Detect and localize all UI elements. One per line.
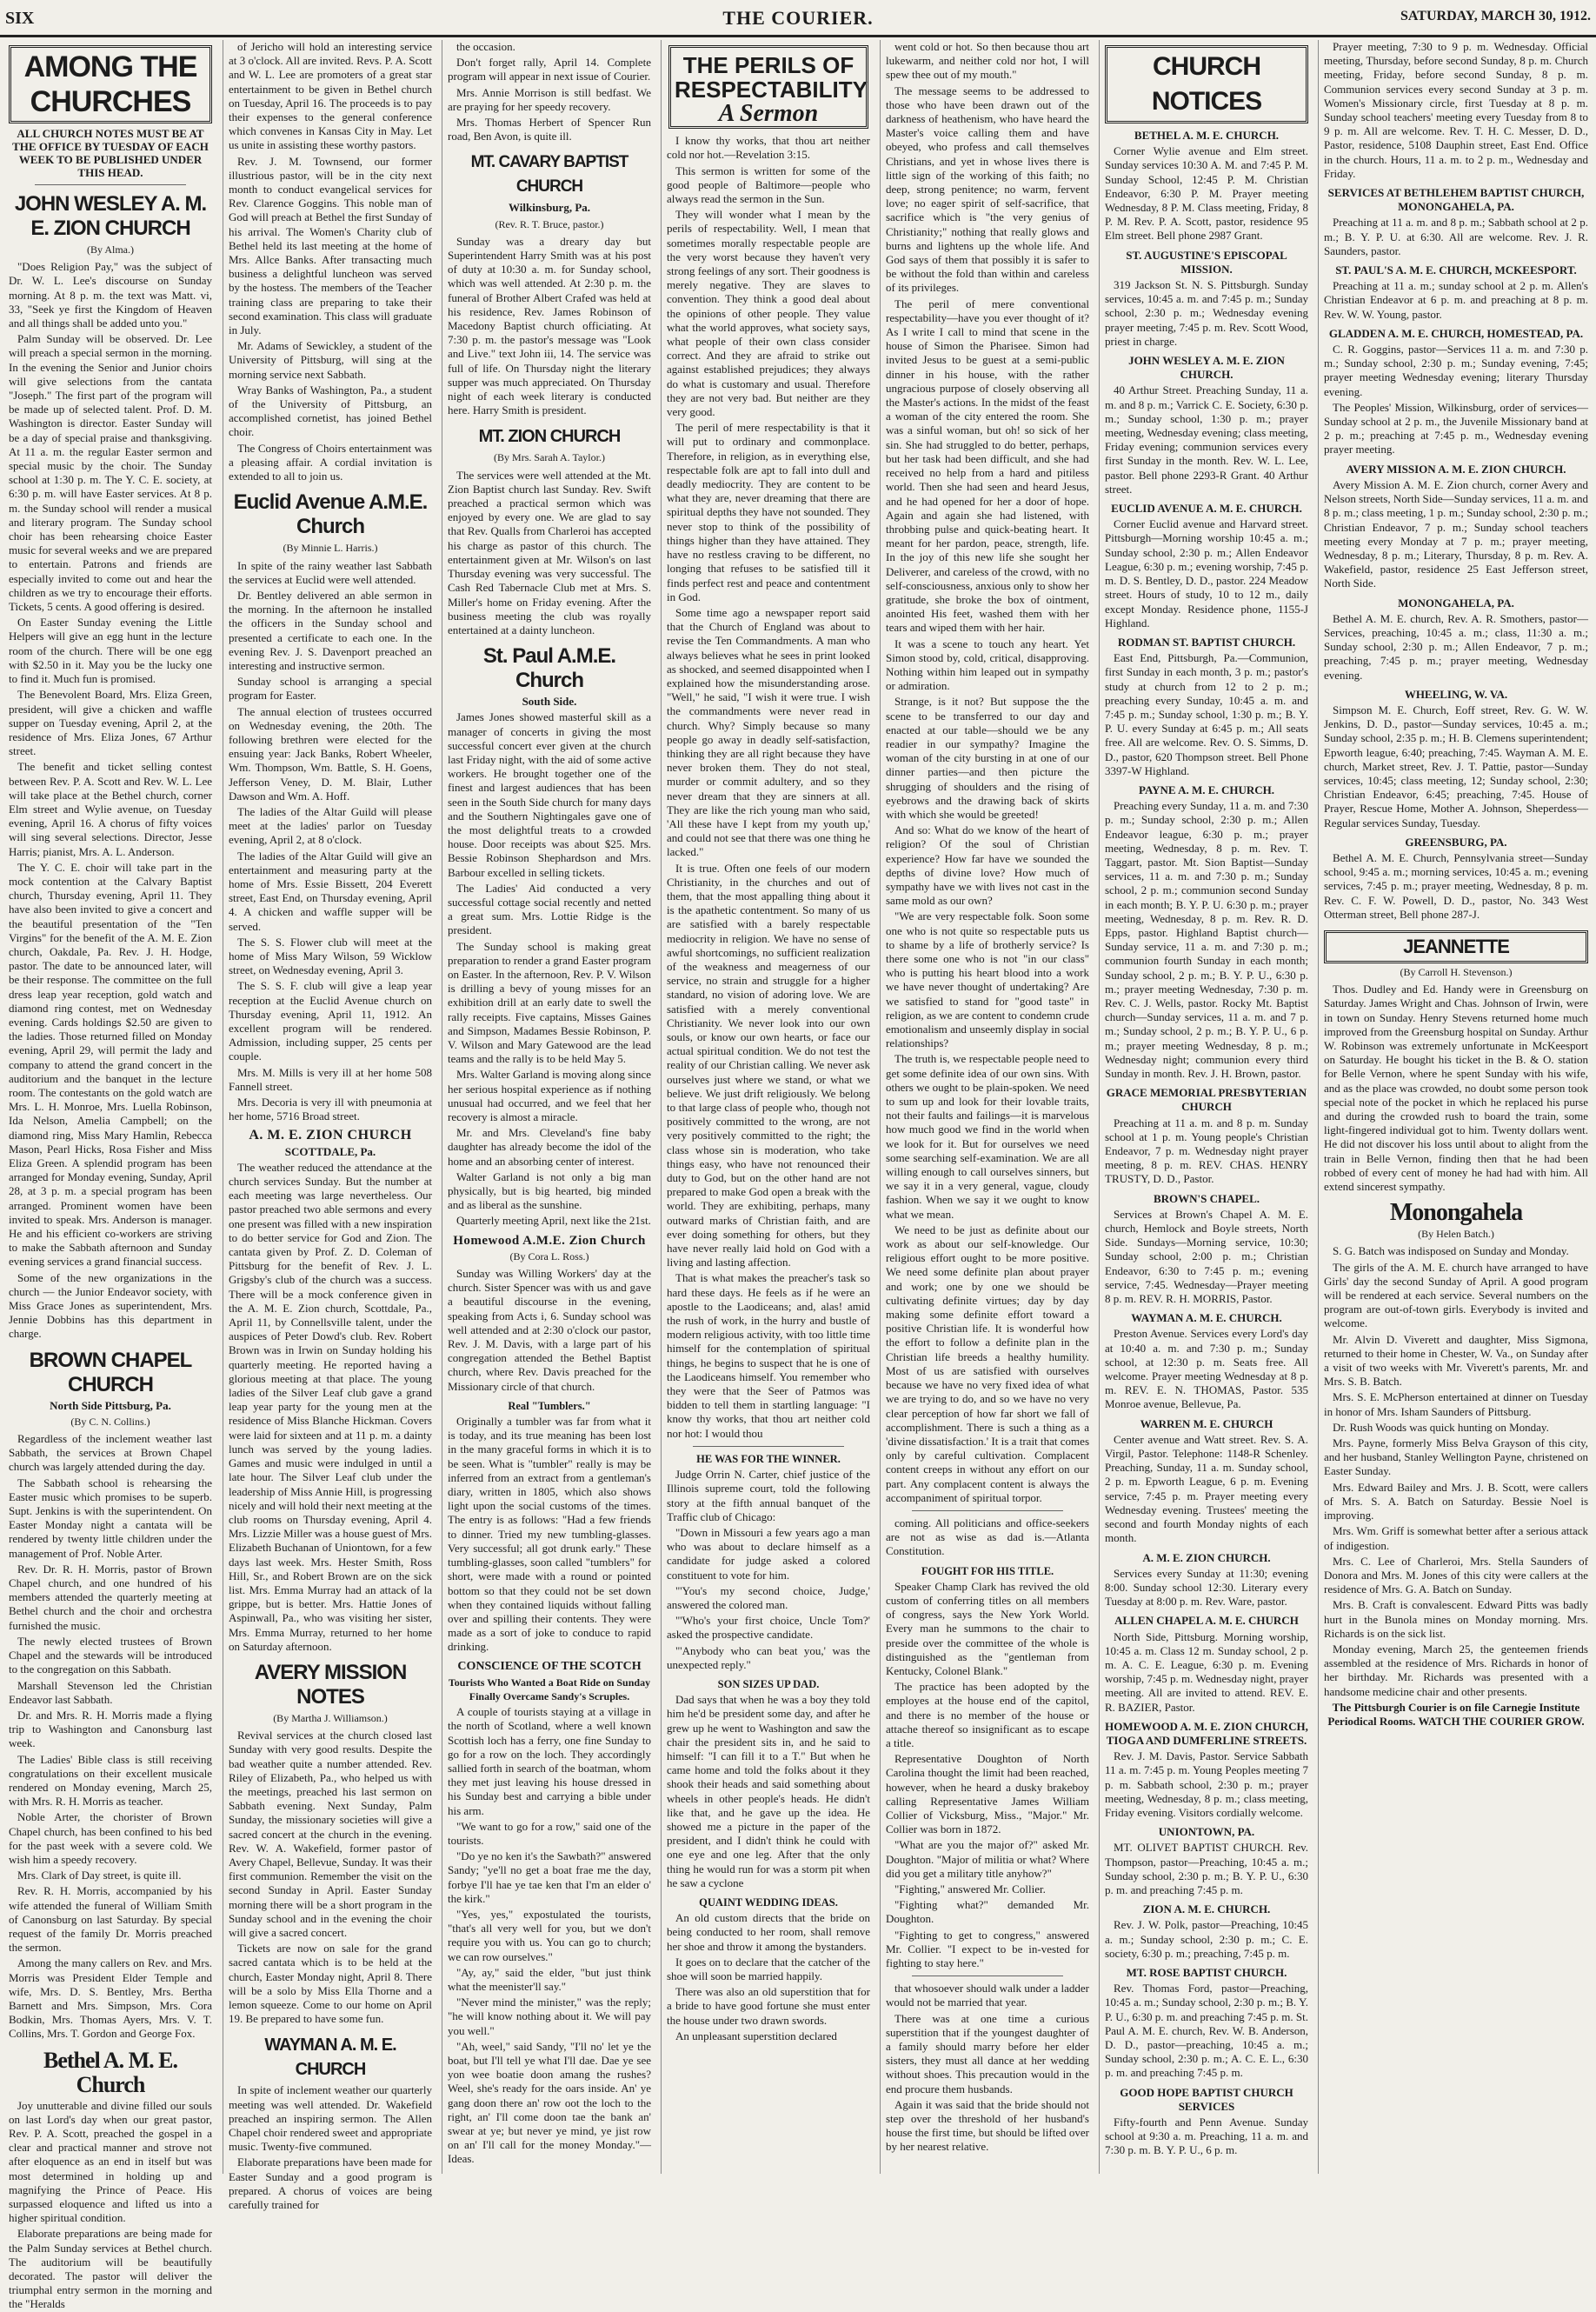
notice-text: Corner Wylie avenue and Elm street. Sunday services 10:30 A. M. and 7:45 P. M. Sunday School, 12:45 P. M. Christian Endeavor, 6:30 P. M. Prayer meeting Wednesday, 8 P. M. Class meeting, Friday, 8 P. M. Rev. P. A. Scott, pastor, residence 95 Elm street. Bell phone 2987 Grant. <box>1105 144 1308 243</box>
paragraph: Rev. R. H. Morris, accompanied by his wife attended the funeral of William Smith of Canonsburg on last Saturday. By special request of the family Dr. Morris preached the sermon. <box>9 1884 212 1955</box>
article-body <box>448 1705 651 2167</box>
paragraph: The peril of mere respectability is that it will put to ordinary and commonplace. Therefore, in religion, as in everything else, respectable folk are apt to fall into dull and deadly mediocrity. They are content to be what they are, never dreaming that there are spiritual depths they have not sounded. They never stop to think of the possibility of things higher than they have attained. They have no restless craving to be different, no longing that refuses to be satisfied till it finds perfect rest and peace and contentment in God. <box>667 421 870 603</box>
paragraph: "Yes, yes," expostulated the tourists, "that's all very well for you, but we don't require you with us. You can go to church; we can row ourselves." <box>448 1907 651 1963</box>
notice-text: Fifty-fourth and Penn Avenue. Sunday school at 9:30 a. m. Preaching, 11 a. m. and 7:30 p. m. B. Y. P. U., 6 p. m. <box>1105 2115 1308 2157</box>
paragraph: Elaborate preparations are being made for the Palm Sunday services at Bethel church. The auditorium will be beautifully decorated. The pastor will deliver the triumphal entry sermon in the morning and the "Heralds <box>9 2227 212 2311</box>
article-body <box>448 469 651 637</box>
paragraph: The services were well attended at the Mt. Zion Baptist church last Sunday. Rev. Swift preached a practical sermon which was enjoyed by every one. We are glad to say that Rev. Qualls from Charleroi has accepted his charge as pastor of this church. The entertainment given at Mr. Wilson's on last Thursday evening was very successful. The Cash Red Tabernacle Club met at Mrs. S. Miller's home on Friday evening. After the business meeting the club was royally entertained at a dainty luncheon. <box>448 468 651 636</box>
column-4 <box>661 40 875 2174</box>
notice-text: Rev. Thomas Ford, pastor—Preaching, 10:45 a. m.; Sunday school, 2:30 p. m.; B. Y. P. U., 6:30 p. m. and preaching 7:45 p. m. St. Paul A. M. E. church, Rev. W. B. Anderson, D. D., pastor—preaching, 10:45 a. m.; Sunday school, 2:30 p. m.; A. C. E. L., 6:30 p. m. and preaching 7:45 p. m. <box>1105 1982 1308 2080</box>
paragraph: It is true. Often one feels of our modern Christianity, in the churches and out of them, that the most appalling thing about it is the apathetic contentment. So many of us are satisfied with a barely respectable mediocrity in religion. We have no sense of awful shortcomings, no sufficient realization of the weakness and meagerness of our service, no strain and struggle for a higher standard, no vision of adoring love. We are satisfied with a merely conventional Christianity. We never look into our own souls, or know our own hearts, or face our actual spiritual condition. We do not test the reality of our Christian calling. We never ask ourselves just where we stand, or what we believe. We just drift religiously. We belong to that large class of people who, though not positively committed to the wrong, are not very positively committed to the right; the class whose sin is moderation, who take things easy, who have not renounced their duty to God, but on the other hand are not prepared to make God open a break with the world. They are exhibiting, perhaps, many outward marks of Christian faith, and are ever doing something for others, but they have never really laid hold on God with a living and lasting affection. <box>667 861 870 1269</box>
notice-text: 40 Arthur Street. Preaching Sunday, 11 a. m. and 8 p. m.; Varrick C. E. Society, 6:30 p. m.; Sunday school, 1:30 p. m.; prayer meeting, Wednesday evening; class meeting, Friday evening; communion services every first Sunday in the month. Rev. W. L. Lee, pastor. Bell phone 2293-R Grant. 40 Arthur street. <box>1105 383 1308 496</box>
paragraph: Thos. Dudley and Ed. Handy were in Greensburg on Saturday. James Wright and Chas. Johnson of Irwin, were in town on Sunday. Henry Stevens returned home much improved from the Greensburg hospital on Sunday. Arthur W. Robinson was extremely unfortunate in McKeesport on Saturday. He bought his ticket in the B. & O. station for Belle Vernon, where he spent Sunday with his wife, and as the place was crowded, no doubt some person took special note of the pocket in which he replaced his purse and during the crowded rush to board the train, some light-fingered individual got to him. Twenty dollars went. He did not discover his loss until about to alight from the train in Belle Vernon, finding then that he had been robbed of every cent of money he had had with him. All extend sincerest sympathy. <box>1324 983 1588 1194</box>
notice-text: Corner Euclid avenue and Harvard street. Pittsburgh—Morning worship 10:45 a. m.; Sunday school, 2:30 p. m.; Allen Endeavor League, 6:30 p. m.; evening worship, 7:45 p. m. D. S. Bentley, D. D., pastor. 224 Meadow street. Hours of study, 10 to 12 m., daily except Monday. Residence phone, 1155-J Highland. <box>1105 517 1308 630</box>
paragraph: "Ah, weel," said Sandy, "I'll no' let ye the boat, but I'll tell ye what I'll dae. Dae ye see yon wee boatie doon amang the rushes? Weel, she's ready for the oars inside. An' ye gang doon there an' row oot the loch to the right, an' I'll come doon tae the bank an' swear at ye; but never ye mind, ye jist row on an' I'll call for the money Monday."—Ideas. <box>448 2039 651 2166</box>
paragraph: The newly elected trustees of Brown Chapel and the stewards will be introduced to the congregation on this Sabbath. <box>9 1634 212 1676</box>
article-title: HE WAS FOR THE WINNER. <box>696 1452 841 1465</box>
paragraph: I know thy works, that thou art neither cold nor hot.—Revelation 3:15. <box>667 134 870 162</box>
paragraph: The ladies of the Altar Guild will please meet at the ladies' parlor on Tuesday evening, April 2, at 8 o'clock. <box>229 804 432 847</box>
paragraph: Mrs. Thomas Herbert of Spencer Run road, Ben Avon, is quite ill. <box>448 116 651 143</box>
sermon-header <box>668 45 868 129</box>
paragraph: Walter Garland is not only a big man physically, but is big hearted, big minded and as liberal as the sunshine. <box>448 1169 651 1212</box>
article-tail: coming. All politicians and office-seekers are not as wise as dad is.—Atlanta Constitution. <box>886 1516 1089 1558</box>
notice-heading: ST. PAUL'S A. M. E. CHURCH, MCKEESPORT. <box>1335 263 1577 277</box>
byline: (By Mrs. Sarah A. Taylor.) <box>494 451 605 464</box>
paragraph: Mrs. S. E. McPherson entertained at dinner on Tuesday in honor of Mrs. Isham Saunders of Pittsburg. <box>1324 1390 1588 1418</box>
article-body <box>667 134 870 1441</box>
byline: (By Helen Batch.) <box>1418 1228 1494 1241</box>
article-subtitle: Tourists Who Wanted a Boat Ride on Sunday Finally Overcame Sandy's Scruples. <box>448 1676 651 1702</box>
paragraph: Elaborate preparations have been made for Easter Sunday and a good program is prepared. A chorus of voices are being carefully trained for <box>229 2155 432 2212</box>
paragraph: Mr. Adams of Sewickley, a student of the University of Pittsburg, will sing at the morning service next Sabbath. <box>229 339 432 381</box>
notice-heading: ST. AUGUSTINE'S EPISCOPAL MISSION. <box>1126 248 1287 276</box>
article-title: FOUGHT FOR HIS TITLE. <box>921 1564 1054 1577</box>
notice-text: Rev. J. M. Davis, Pastor. Service Sabbath 11 a. m. 7:45 p. m. Young Peoples meeting 7 p. m. Sabbath school, 2:30 p. m.; prayer meeting, Wednesday, 8 p. m.; class meeting, Friday evening. Visitors cordially welcome. <box>1105 1749 1308 1819</box>
article-body <box>886 1580 1089 1970</box>
paragraph: "Does Religion Pay," was the subject of Dr. W. L. Lee's discourse on Sunday morning. At 8 p. m. the text was Matt. vi, 33, "Seek ye first the Kingdom of Heaven and all things shall be added unto you." <box>9 260 212 330</box>
paragraph: Monday evening, March 25, the genteemen friends assembled at the residence of Mrs. Richards in honor of her birthday. Mr. Richards was presented with a handsome medicine chair and other presents. <box>1324 1642 1588 1698</box>
notice-text: Simpson M. E. Church, Eoff street, Rev. G. W. W. Jenkins, D. D., pastor—Sunday services, 10:45 a. m.; Sunday school, 2:35 p. m.; H. B. Clemens superintendent; Epworth league, 6:40; preaching, 7:45. Wayman A. M. E. church, Market street, Rev. J. T. Pattie, pastor—Sunday services, 10:45; class meeting, 12; Sunday school, 2:30; Christian Endeavor, 6:45; preaching, 7:45. House of Prayer, Rescue Home, Mother A. Johnson, Sheperdess—Regular services Sunday, Tuesday. <box>1324 703 1588 830</box>
article-body <box>667 1468 870 1672</box>
notice-text: Preaching at 11 a. m.; sunday school at 2 p. m. Allen's Christian Endeavor at 6 p. m. and preaching at 8 p. m. Rev. W. W. Young, pastor. <box>1324 279 1588 321</box>
article-body <box>448 1267 651 1394</box>
paragraph: The truth is, we respectable people need to get some definite idea of our own sins. With others we ought to be plain-spoken. We need to sum up and look for their lovable traits, not their faults and failings—it is marvelous how much good we find in the world when we look for it. But for ourselves we need some searching self-examination. We are all willing enough to call ourselves sinners, but we say it in a very general, vague, cloudy fashion. When we say it we ought to know what we mean. <box>886 1052 1089 1221</box>
paragraph: Mrs. C. Lee of Charleroi, Mrs. Stella Saunders of Donora and Mrs. M. Jones of this city were callers at the residence of Mrs. G. A. Batch on Sunday. <box>1324 1554 1588 1596</box>
article-title: SON SIZES UP DAD. <box>717 1677 820 1690</box>
article-title: JOHN WESLEY A. M. E. ZION CHURCH <box>14 192 207 240</box>
paragraph: The Sabbath school is rehearsing the Easter music which promises to be superb. Supt. Jenkins is with the superintendent. On Easter Monday night a cantata will be rendered by twenty little children under the management of Prof. Noble Arter. <box>9 1476 212 1560</box>
paragraph: Tickets are now on sale for the grand sacred cantata which is to be held at the church, Easter Monday night, April 8. There will be a solo by Miss Ella Thorne and a lemon squeeze. Come to our home on April 19. Be prepared to have some fun. <box>229 1942 432 2026</box>
paragraph: On Easter Sunday evening the Little Helpers will give an egg hunt in the lecture room of the church. There will be one egg with $2.50 in it. May you be the lucky one to find it. Much fun is promised. <box>9 616 212 686</box>
column-3 <box>442 40 656 2174</box>
article-body <box>1324 1244 1588 1698</box>
notice-heading: MT. ROSE BAPTIST CHURCH. <box>1126 1965 1287 1979</box>
column-7 <box>1318 40 1593 2174</box>
paragraph: Mrs. Walter Garland is moving along since her serious hospital experience as if nothing unusual had occurred, and we feel that her recovery is almost a miracle. <box>448 1068 651 1123</box>
paragraph: Mrs. Wm. Griff is somewhat better after a serious attack of indigestion. <box>1324 1524 1588 1552</box>
paragraph: Representative Doughton of North Carolina thought the limit had been reached, however, when he heard a dusky brakeboy calling Representative James William Collier of Vicksburg, Miss., "Major." Mr. Collier was born in 1872. <box>886 1752 1089 1836</box>
paragraph: Mrs. Payne, formerly Miss Belva Grayson of this city, and her husband, Stanley Wellington Payne, christened on Easter Sunday. <box>1324 1436 1588 1478</box>
notice-text: North Side, Pittsburg. Morning worship, 10:45 a. m. Class 12 m. Sunday school, 2 p. m. A. C. E. League, 6:30 p. m. Evening worship, 7:45 p. m. Wednesday night, prayer meeting. All are invited to attend. REV. E. R. BAZIER, Pastor. <box>1105 1629 1308 1714</box>
paragraph: The message seems to be addressed to those who have been drawn out of the darkness of heathenism, who have heard the Master's voice calling them and have obeyed, who profess and call themselves Christians, and yet in whose lives there is little sign of the working of this faith; no deep, strong penitence; no warm, fervent love; no eager spirit of self-sacrifice, that sacrifice which is "the very genius of Christianity;" nothing that really glows and burns and lightens up the whole life. And God says of them that possibly it is safer to be without the fold than within and careless of its privileges. <box>886 83 1089 295</box>
paragraph: "Fighting to get to congress," answered Mr. Collier. "I expect to be in-vested for fighting to stay here." <box>886 1928 1089 1970</box>
paragraph: Mrs. Clark of Day street, is quite ill. <box>17 1869 182 1882</box>
article-title: AVERY MISSION NOTES <box>254 1660 407 1709</box>
paragraph: Don't forget rally, April 14. Complete program will appear in next issue of Courier. <box>448 56 651 83</box>
notice-heading: WHEELING, W. VA. <box>1404 687 1508 701</box>
paragraph: Sunday was a dreary day but Superintendent Harry Smith was at his post of duty at 10:30 a. m. for Sunday school, which was well attended. At 2:30 p. m. the funeral of Brother Albert Crafed was held at his residence, Rev. James Robinson of Macedony Baptist church officiating. At 7:30 p. m. the pastor's message was "Look and Live." text John iii, 14. The service was full of life. On Thursday night the literary supper was much appreciated. On Thursday night of each week literary is conducted here. Harry Smith is president. <box>448 234 651 417</box>
paragraph: Revival services at the church closed last Sunday with very good results. Despite the bad weather quite a number attended. Rev. Riley of Elizabeth, Pa., who helped us with the meetings, preached his last sermon on Sabbath evening. Next Sunday, Palm Sunday, the missionary societies will give a sacred concert at the church in the evening. Rev. W. A. Wakefield, former pastor of Avery Chapel, Bellevue, Sunday. It was their first communion. Remember the visit on the second Sunday in April. Easter Sunday morning there will be a short program in the Sunday school and in the evening the choir will give a sacred concert. <box>229 1729 432 1939</box>
article-title: Monongahela <box>1389 1199 1523 1227</box>
article-title: MT. CAVARY BAPTIST CHURCH <box>470 153 628 197</box>
byline: (By Minnie L. Harris.) <box>283 542 378 555</box>
paragraph: The annual election of trustees occurred on Wednesday evening, the 20th. The following brethren were elected for the ensuing year: Jack Banks, Robert Wheeler, Wm. Thompson, Wm. Battle, S. H. Goens, Jefferson Veney, D. M. Blair, Luther Dawson and Wm. A. Hoff. <box>229 704 432 803</box>
paragraph: Palm Sunday will be observed. Dr. Lee will preach a special sermon in the morning. In the evening the Senior and Junior choirs will give selections from the cantata "Joseph." The first part of the program will be made up of selected talent. Prof. D. M. Washington is director. Easter Sunday will be a day of special praise and thanksgiving. At 11 a. m. the regular Easter sermon and special music by the choir. The Sunday school at 1:30 p. m. The Y. C. E. society, at 6:30 p. m. will have Easter services. At 8 p. m. the Sunday school will render a musical and literary program. The Sunday school choir has been rehearsing choice Easter music for several weeks and we are prepared to entertain. Patrons and friends are especially invited to come out and hear the children as we try to encourage their efforts. Tickets, 5 cents. A good offering is desired. <box>9 332 212 614</box>
paragraph: Mr. and Mrs. Cleveland's fine baby daughter has already become the idol of the home and an absorbing center of interest. <box>448 1126 651 1168</box>
notice-heading: RODMAN ST. BAPTIST CHURCH. <box>1117 635 1296 649</box>
paragraph: The Y. C. E. choir will take part in the mock contention at the Calvary Baptist church, Thursday evening, April 11. They have also been invited to give a concert and the beautiful presentation of the "Ten Virgins" for the benefit of the A. M. E. Zion church, Oakdale, Pa. Rev. J. H. Hodge, pastor. The date to be announced later, will be their response. The committee on the full dress leap year reception, gold watch and diamond ring contest, met on Wednesday evening. Cards holdings $2.50 are given to the ladies. Those returned filled on Monday evening, April 29, will permit the lady and company to attend the grand concert in the auditorium and the banquet in the lecture room. The contestants on the gold watch are Mrs. L. H. Monroe, Mrs. Luella Robinson, Ida Nelson, Amelia Campbell; on the diamond ring, Miss Mary Hamlin, Rebecca Mason, Pearl Hicks, Rosa Fisher and Miss Eliza Green. A splendid program has been arranged for Monday evening, Sunday, April 28, at 3 p. m. a special program has been arranged. Prominent women have been invited to speak. Mrs. Anderson is manager. He and his efficient co-workers are striving to make the Sabbath afternoon and Sunday evening services a grand financial success. <box>9 860 212 1269</box>
paragraph: Mrs. Annie Morrison is still bedfast. We are praying for her speedy recovery. <box>448 85 651 113</box>
paragraph: Noble Arter, the chorister of Brown Chapel church, has been confined to his bed for the past week with a severe cold. We wish him a speedy recovery. <box>9 1810 212 1866</box>
article-body <box>229 1161 432 1654</box>
paragraph: Wray Banks of Washington, Pa., a student of the University of Pittsburg, an accomplished cornetist, has joined Bethel choir. <box>229 383 432 439</box>
paragraph: And so: What do we know of the heart of religion? Of the soul of Christian experience? How far have we sounded the depths of divine love? How much of sympathy have we with lives not cast in the same mold as our own? <box>886 823 1089 908</box>
paragraph: Joy unutterable and divine filled our souls on last Lord's day when our great pastor, Rev. P. A. Scott, preached the gospel in a clear and practical manner and strove not after eloquence as an end in itself but was most determined in holding up and magnifying the Prince of Peace. His surpassed eloquence and lifted us into a higher spiritual condition. <box>9 2098 212 2225</box>
paragraph: They will wonder what I mean by the perils of respectability. Well, I mean that sometimes morally respectable people are the very worst because they haven't very strong feelings of any sort. Their goodness is merely negative. They are slaves to convention. They think a good deal about the opinions of other people. They value what the world approves, what society says, what people of their own class consider correct. And they are afraid to strike out against established prejudices; they always do what is customary and usual. Therefore they are not very bad. But neither are they very good. <box>667 208 870 419</box>
byline: (By C. N. Collins.) <box>70 1415 150 1428</box>
paragraph: The weather reduced the attendance at the church services Sunday. But the number at each meeting was large nevertheless. Our pastor preached two able sermons and every one present was filled with a new inspiration to do better service for God and Zion. The cantata given by Prof. Z. D. Coleman of Pittsburg for the benefit of Rev. J. L. Grigsby's club of the church was a success. There will be a mock conference given in the A. M. E. Zion church, Scottdale, Pa., April 11, by Connellsville talent, under the auspices of Peter Dowd's club. Rev. Robert Brown was in Irwin on Sunday holding his quarterly meeting. He reported having a glorious meeting at that place. The young ladies of the Silver Leaf club gave a grand leap year party for the young men at the residence of Miss Blanche Hickman. Covers were laid for sixteen and at 11 p. m. a dainty lunch was served by the young ladies. Games and music were indulged in until a late hour. The Silver Leaf club under the leadership of Miss Annie Hill, is progressing nicely and will hold their next meeting at the club rooms on Thursday evening, April 4. Mrs. Lizzie Miller was a house guest of Mrs. Elizabeth Buchanan of Uniontown, for a few days last week. Mrs. Hester Smith, Ross Hill, Sr., and Robert Brown are on the sick list. Mrs. Emma Murray had an attack of la grippe, but is better. Mrs. Hattie Jones of Aspinwall, Pa., who was visiting her sister, Mrs. Emma Murray, returned to her home on Saturday afternoon. <box>229 1160 432 1653</box>
paragraph: There was also an old superstition that for a bride to have good fortune she must enter the house under two drawn swords. <box>667 1985 870 2027</box>
column-2 <box>223 40 437 2212</box>
paragraph: Judge Orrin N. Carter, chief justice of the Illinois supreme court, told the following story at the fifth annual banquet of the Traffic club of Chicago: <box>667 1468 870 1523</box>
paragraph: A couple of tourists staying at a village in the north of Scotland, where a well known Scottish loch has a ferry, one fine Sunday to go for a row on the loch. They accordingly sallied forth in search of the boatman, whom they met just leaving his house dressed in his Sunday best and carrying a bible under his arm. <box>448 1705 651 1817</box>
paragraph: That is what makes the preacher's task so hard these days. He feels as if he were an apostle to the Laodiceans; and, alas! amid the rush of work, in the hurry and bustle of modern religious activity, with too little time himself for the contemplation of spiritual things, he begins to suspect that he is one of the Laodiceans himself. You remember who they were that the Seer of Patmos was bidden to tell them in startling language: "I know thy works, that thou art neither cold nor hot: I would thou <box>667 1271 870 1440</box>
article-subtitle: North Side Pittsburg, Pa. <box>50 1398 171 1412</box>
paragraph: "We want to go for a row," said one of the tourists. <box>448 1819 651 1847</box>
notice-heading: EUCLID AVENUE A. M. E. CHURCH. <box>1111 502 1302 516</box>
notice-heading: GRACE MEMORIAL PRESBYTERIAN CHURCH <box>1106 1086 1307 1114</box>
notice-text: Rev. J. W. Polk, pastor—Preaching, 10:45 a. m.; Sunday school, 2:30 p. m.; C. E. society, 6:30 p. m.; preaching, 7:45 p. m. <box>1105 1918 1308 1960</box>
notice-text: East End, Pittsburgh, Pa.—Communion, first Sunday in each month, 3 p. m.; pastor's study at church from 12 to 2 p. m.; preaching every Sunday, 10:45 a. m. and 7:45 p. m.; Sunday school, 1:30 p. m.; B. Y. P. U. every Sunday at 6:45 p. m.; All seats free. All are welcome. Rev. O. S. Simms, D. D., pastor, 620 Thompson street. Bell Phone 3397-W Highland. <box>1105 651 1308 777</box>
notice-heading: GLADDEN A. M. E. CHURCH, HOMESTEAD, PA. <box>1328 326 1584 340</box>
notice-text: Services at Brown's Chapel A. M. E. church, Hemlock and Boyle streets, North Side. Sundays—Morning service, 10:30; Sunday school, 2:00 p. m.; Christian Endeavor, 6:30 to 7:45 p. m.; evening service, 7:45. Wednesday—Prayer meeting 8 p. m. REV. R. H. MORRIS, Pastor. <box>1105 1207 1308 1306</box>
notice-heading: BETHEL A. M. E. CHURCH. <box>1134 129 1280 142</box>
paragraph: Mrs. M. Mills is very ill at her home 508 Fannell street. <box>229 1065 432 1093</box>
notice-text: Prayer meeting, 7:30 to 9 p. m. Wednesday. Official meeting, Thursday, before second Sunday, 8 p. m. Church meeting, Friday, before second Sunday, 8 p. m. Communion services every second Sunday at 3 p. m. Women's Missionary circle, first Tuesday at 8 p. m. Sunday school teachers' meeting every Tuesday from 8 to 9 p. m. All are welcome. Rev. T. H. C. Messer, D. D., Pastor, residence, 5108 Dauphin street, East End. Office in the church. Hours, 11 a. m. to 2 p. m., Wednesday and Friday. <box>1324 40 1588 180</box>
article-body <box>9 2099 212 2312</box>
article-title: WAYMAN A. M. E. CHURCH <box>264 2035 396 2080</box>
notice-text: Preaching at 11 a. m. and 8 p. m. Sunday school at 1 p. m. Young people's Christian Endeavor, 7 p. m. Wednesday night prayer meeting, 8 p. m. REV. CHAS. HENRY TRUSTY, D. D., Pastor. <box>1105 1116 1308 1186</box>
church-notice-list <box>1324 40 1588 922</box>
paragraph: Strange, is it not? But suppose the the scene to be transferred to our day and enacted at our table—should we be any readier in our sympathy? Imagine the woman of the city bursting in at one of our dinner parties—and then picture the shrugging of shoulders and the rising of eyebrows and the drawing back of skirts with which she would be greeted! <box>886 695 1089 821</box>
paragraph: "Fighting," answered Mr. Collier. <box>894 1882 1046 1896</box>
notice-heading: ZION A. M. E. CHURCH. <box>1142 1902 1271 1916</box>
article-title: Bethel A. M. E. Church <box>43 2047 177 2097</box>
paragraph: Among the many callers on Rev. and Mrs. Morris was President Elder Temple and wife, Mrs. D. S. Bentley, Mrs. Bertha Barnett and Mrs. Simpson, Mrs. Cora Bodkin, Mrs. Thomas Ayers, Mrs. V. T. Collins, Mrs. T. Gordon and George Fox. <box>9 1956 212 2041</box>
notice-text: The Peoples' Mission, Wilkinsburg, order of services—Sunday school at 2 p. m., the Juvenile Missionary band at 2 p. m.; preaching at 7:45 p. m., Wednesday evening prayer meeting. <box>1324 400 1588 456</box>
article-subtitle: SCOTTDALE, Pa. <box>284 1144 376 1158</box>
paragraph: went cold or hot. So then because thou art lukewarm, and neither cold nor hot, I will spew thee out of my mouth." <box>886 40 1089 82</box>
paragraph: Dr. Bentley delivered an able sermon in the morning. In the afternoon he installed the officers in the Sunday school and presented a certificate to each one. In the evening Rev. J. S. Davenport preached an interesting and instructive sermon. <box>229 588 432 672</box>
article-title: MT. ZION CHURCH <box>478 427 621 447</box>
paragraph: The ladies of the Altar Guild will give an entertainment and measuring party at the home of Mrs. Essie Bissett, 204 Everett street, East End, on Thursday evening, April 4. A chicken and waffle supper will be served. <box>229 849 432 933</box>
article-title: QUAINT WEDDING IDEAS. <box>699 1896 838 1909</box>
notice-heading: AVERY MISSION A. M. E. ZION CHURCH. <box>1346 462 1566 476</box>
paragraph: Dr. Rush Woods was quick hunting on Monday. <box>1333 1420 1549 1434</box>
notice-heading: PAYNE A. M. E. CHURCH. <box>1138 783 1274 796</box>
notice-text: Center avenue and Watt street. Rev. S. A. Virgil, Pastor. Telephone: 1148-R Schenley. Preaching, Sunday, 11 a. m. Sunday school, 2 p. m. Epworth League, 6 p. m. Evening service, 7:45 p. m. Prayer meeting every Wednesday evening. Trustees' meeting the second and fourth Monday nights of each month. <box>1105 1432 1308 1545</box>
paragraph: of Jericho will hold an interesting service at 3 o'clock. All are invited. Revs. P. A. Scott and W. L. Lee are promoters of a great star entertainment to be given in Bethel church on Tuesday, April 16. The proceeds is to pay their expenses to the general conference which convenes in Kansas City in May. Let us unite in assisting these worthy pastors. <box>229 40 432 152</box>
paragraph: The girls of the A. M. E. church have arranged to have Girls' day the second Sunday of April. A good program will be rendered at each service. Several numbers on the program are out-of-town girls. Everybody is invited and welcome. <box>1324 1260 1588 1330</box>
notice-text: 319 Jackson St. N. S. Pittsburgh. Sunday services, 10:45 a. m. and 7:45 p. m.; Sunday school, 2:30 p. m.; Wednesday evening prayer meeting, 7:45 p. m. Rev. Scott Wood, priest in charge. <box>1105 278 1308 348</box>
article-body <box>667 1911 870 2043</box>
paragraph: The Congress of Choirs entertainment was a pleasing affair. A cordial invitation is extended to all to join us. <box>229 441 432 483</box>
article-body <box>448 710 651 1228</box>
paragraph: Originally a tumbler was far from what it is today, and its true meaning has been lost in the many graceful forms in which it is to be seen. What is "tumbler" really is may be inferred from an extract from a gentleman's diary, written in 1805, which also shows light upon the social customs of the times. The entry is as follows: "Had a few friends to dinner. Tried my new tumbling-glasses. Very successful; all got drunk early." These tumbling-glasses, soon called "tumblers" for short, were made with a round or pointed bottom so that they could not be set down when they contained liquids without falling over and spilling their contents. They were made as a sort of joke to conduce to rapid drinking. <box>448 1415 651 1654</box>
article-title: Homewood A.M.E. Zion Church <box>453 1233 646 1248</box>
notice-text: MT. OLIVET BAPTIST CHURCH. Rev. Thompson, pastor—Preaching, 10:45 a. m.; Sunday school, 2:30 p. m.; B. Y. P. U., 6:30 p. m. and preaching 7:45 p. m. <box>1105 1841 1308 1896</box>
notice-heading: JOHN WESLEY A. M. E. ZION CHURCH. <box>1128 354 1285 382</box>
paragraph: Mrs. B. Craft is convalescent. Edward Pitts was badly hurt in the Bunola mines on Monday morning. Mrs. Richards is on the sick list. <box>1324 1598 1588 1640</box>
paragraph: Regardless of the inclement weather last Sabbath, the services at Brown Chapel church was largely attended during the day. <box>9 1432 212 1474</box>
paragraph: The practice has been adopted by the employes at the house end of the capitol, and there is no member of the house or attache thereof so insignificant as to escape a title. <box>886 1680 1089 1749</box>
divider <box>693 1446 844 1447</box>
article-body <box>667 1693 870 1890</box>
article-body <box>9 260 212 1341</box>
church-notice-list <box>1105 129 1308 2158</box>
paragraph: Mr. Alvin D. Viverett and daughter, Miss Sigmona, returned to their home in Chester, W. Va., on Sunday after a visit of two weeks with Mr. Viverett's parents, Mr. and Mrs. S. B. Batch. <box>1324 1332 1588 1389</box>
column-5 <box>880 40 1094 2174</box>
byline: (By Cora L. Ross.) <box>509 1249 589 1263</box>
paragraph: Marshall Stevenson led the Christian Endeavor last Sabbath. <box>9 1678 212 1706</box>
notice-text: C. R. Goggins, pastor—Services 11 a. m. and 7:30 p. m.; Sunday school, 2:30 p. m.; Sunday evening, 7:45; prayer meeting Wednesday evening; literary Thursday evening. <box>1324 343 1588 398</box>
paragraph: "'Who's your first choice, Uncle Tom?' asked the prospective candidate. <box>667 1614 870 1642</box>
article-body <box>229 40 432 483</box>
paragraph: There was at one time a curious superstition that if the youngest daughter of a family should marry before her elder sisters, they must all dance at her wedding without shoes. This precaution would in the end procure them husbands. <box>886 2011 1089 2095</box>
byline: (By Carroll H. Stevenson.) <box>1400 965 1513 978</box>
paragraph: S. G. Batch was indisposed on Sunday and Monday. <box>1333 1244 1569 1258</box>
article-body <box>886 1982 1089 2154</box>
paragraph: "Ay, ay," said the elder, "but just think what the meenister'll say." <box>448 1965 651 1993</box>
paragraph: The S. S. Flower club will meet at the home of Miss Mary Wilson, 59 Wicklow street, on Wednesday evening, April 3. <box>229 935 432 977</box>
article-body <box>229 559 432 1124</box>
section-title-church-notices: CHURCH NOTICES <box>1105 45 1308 123</box>
masthead <box>0 0 1596 37</box>
paragraph: "'You's my second choice, Judge,' answered the colored man. <box>667 1583 870 1611</box>
byline: (By Martha J. Williamson.) <box>273 1711 388 1724</box>
paragraph: In spite of inclement weather our quarterly meeting was well attended. Dr. Wakefield preached an inspiring sermon. The Allen Chapel choir rendered sweet and appropriate music. Twenty-five communed. <box>229 2083 432 2154</box>
notice-text: Bethel A. M. E. church, Rev. A. R. Smothers, pastor—Services, preaching, 10:45 a. m.; class, 11:30 a. m.; Sunday school, 2:30 p. m.; Allen Endeavor, 7 p. m.; preaching, 7:45 p. m.; prayer meeting, Wednesday evening. <box>1324 611 1588 682</box>
article-body <box>9 1432 212 2042</box>
notice-heading: BROWN'S CHAPEL. <box>1153 1191 1260 1205</box>
paragraph: The Sunday school is making great preparation to render a grand Easter program on Easter. In the afternoon, Rev. P. V. Wilson is drilling a bevy of young misses for an exhibition drill at an early date to swell the rally receipts. Five captains, Misses Gaines and Simpson, Madames Bessie Robinson, P. V. Wilson and Mary Gatewood are the lead teams and the rally is to be held May 5. <box>448 939 651 1066</box>
paragraph: Rev. J. M. Townsend, our former illustrious pastor, will be in the city next month to conduct evangelical services for Rev. Clarence Goggins. This noble man of God will preach at Bethel the first Sunday of his arrival. The Women's Charity club of Bethel held its last meeting at the home of Mrs. Allce Banks. After transacting much business a delightful luncheon was served by the hostess. The members of the Teacher training class are preparing to take their second examination. This class will graduate in July. <box>229 154 432 337</box>
article-title: BROWN CHAPEL CHURCH <box>29 1348 192 1396</box>
paragraph: An old custom directs that the bride on being conducted to her room, shall remove her shoe and throw it among the bystanders. <box>667 1911 870 1953</box>
paragraph: Dad says that when he was a boy they told him he'd be president some day, and after he grew up he went to Washington and saw the chair the president sits in, and he said to himself: "I can fill it to a T." But when he came home and told the folks about it they shook their heads and said something about wheels in other people's heads. He didn't like that, and he gave up the idea. He showed me a picture in the paper of the president, and I didn't think he could with one eye and one leg. After that the only thing he would run for was a storm pit when he saw a cyclone <box>667 1693 870 1889</box>
article-title: A. M. E. ZION CHURCH <box>249 1128 412 1143</box>
paper-name: THE COURIER. <box>722 7 874 29</box>
paragraph: Sunday school is arranging a special program for Easter. <box>229 675 432 703</box>
paragraph: "'Anybody who can beat you,' was the unexpected reply." <box>667 1643 870 1671</box>
byline: (Rev. R. T. Bruce, pastor.) <box>495 217 604 230</box>
page-number: SIX <box>5 9 35 28</box>
paragraph: "Down in Missouri a few years ago a man who was about to declare himself as a candidate for judge asked a colored constituent to vote for him. <box>667 1525 870 1582</box>
paragraph: Rev. Dr. R. H. Morris, pastor of Brown Chapel church, and one hundred of his members attended the quarterly meeting at Bethel church and the choir and orchestra furnished the music. <box>9 1562 212 1632</box>
paragraph: Again it was said that the bride should not step over the threshold of her husband's house the first time, but should be lifted over by her nearest relative. <box>886 2097 1089 2154</box>
paragraph: It goes on to declare that the catcher of the shoe will soon be married happily. <box>667 1955 870 1982</box>
paragraph: "Fighting what?" demanded Mr. Doughton. <box>886 1898 1089 1926</box>
article-body <box>448 235 651 418</box>
paragraph: "We are very respectable folk. Soon some one who is not quite so respectable puts us to shame by a life of brotherly service? Is there some one who is not "in our class" who is putting his heart blood into a work we have never thought of undertaking? Are we satisfied to stand for "good taste" in religion, as we are content to condemn crude emotionalism and unseemly display in social relationships? <box>886 909 1089 1050</box>
notice-text: Preston Avenue. Services every Lord's day at 10:40 a. m. and 7:30 p. m.; Sunday school, at 12:30 p. m. Seats free. All welcome. Prayer meeting Wednesday at 8 p. m. REV. E. N. THOMAS, Pastor. 535 Monroe avenue, Bellevue, Pa. <box>1105 1327 1308 1411</box>
byline: (By Alma.) <box>87 243 134 256</box>
paragraph: Mrs. Edward Bailey and Mrs. J. B. Scott, were callers of Mrs. S. A. Batch on Saturday. Bessie Noel is improving. <box>1324 1480 1588 1522</box>
notice-heading: ALLEN CHAPEL A. M. E. CHURCH <box>1114 1614 1299 1628</box>
notice-heading: WAYMAN A. M. E. CHURCH. <box>1131 1311 1282 1325</box>
paragraph: "Never mind the minister," was the reply; "he will know nothing about it. We will pay you well." <box>448 1996 651 2037</box>
notice-text: Bethel A. M. E. Church, Pennsylvania street—Sunday school, 9:45 a. m.; morning services, 10:45 a. m.; evening services, 7:45 p. m.; prayer meeting, Wednesday, 8 p. m. Rev. C. F. W. Powell, D. D., pastor, No. 343 West Otterman street, Bell phone 287-J. <box>1324 850 1588 921</box>
paragraph: The S. S. F. club will give a leap year reception at the Euclid Avenue church on Thursday evening, April 11, 1912. An excellent program will be rendered. Admission, including supper, 25 cents per couple. <box>229 979 432 1063</box>
paragraph: Some time ago a newspaper report said that the Church of England was about to revise the Ten Commandments. A man who always believes what he sees in print looked as shocked, and seemed disappointed when I explained how the misunderstanding arose. "Well," he said, "I wish it were true. I wish the commandments were never read in church. Why? Simply because so many people go away in deadly self-satisfaction, thinking they are all right because they have never broken them. They do not steal, murder or commit adultery, and so they never dream that they are sinners at all. They are like the rich young man who said, 'All these have I kept from my youth up,' and could not see that there was one thing he lacked." <box>667 605 870 859</box>
paragraph: The Ladies' Aid conducted a very successful cottage social recently and netted a great sum. Mrs. Lottie Ridge is the president. <box>448 881 651 937</box>
article-body <box>229 1729 432 2026</box>
notice-heading: A. M. E. ZION CHURCH. <box>1142 1550 1271 1564</box>
article-title: CONSCIENCE OF THE SCOTCH <box>457 1659 642 1673</box>
notice-text: Services every Sunday at 11:30; evening 8:00. Sunday school 12:30. Literary every Tuesday at 8:00 p. m. Rev. Ware, pastor. <box>1105 1566 1308 1609</box>
paragraph: Mrs. Decoria is very ill with pneumonia at her home, 5716 Broad street. <box>229 1096 432 1123</box>
paragraph: We need to be just as definite about our work as about our self-knowledge. Our religious effort ought to be more positive. We need some definite plan about prayer and work; one by one we should be cultivating definite virtues; day by day making some definite effort toward a positive Christian life. It is wonderful how the effort to follow a definite plan in the Christian life breeds a healthy humility. Most of us are satisfied with ourselves because we have no very fixed idea of what we are trying to do, and so we have no very clear perception of how far short we fall of accomplishment. There is such a thing as a 'divine dissatisfaction.' It is a trait that comes only by careful cultivation. Complacent content creeps in without any effort on our part. Any complacent content is always the accompaniment of spiritual torpor. <box>886 1223 1089 1504</box>
paragraph: In spite of the rainy weather last Sabbath the services at Euclid were well attended. <box>229 558 432 586</box>
article-title: Real "Tumblers." <box>508 1399 591 1412</box>
column-1 <box>3 40 217 2311</box>
paragraph: It was a scene to touch any heart. Yet Simon stood by, cold, critical, disapproving. Nothing within him leaped out in sympathy or admiration. <box>886 636 1089 693</box>
paragraph: "Do ye no ken it's the Sawbath?" answered Sandy; "ye'll no get a boat frae me the day, forbye I'll hae ye tae ken that I'm an elder o' the kirk." <box>448 1849 651 1905</box>
footer-note: The Pittsburgh Courier is on file Carnegie Institute Periodical Rooms. WATCH THE COURIER GROW. <box>1327 1700 1585 1728</box>
paragraph: the occasion. <box>456 40 515 53</box>
notice-heading: SERVICES AT BETHLEHEM BAPTIST CHURCH, MONONGAHELA, PA. <box>1327 186 1585 214</box>
submission-notice: ALL CHURCH NOTES MUST BE AT THE OFFICE BY TUESDAY OF EACH WEEK TO BE PUBLISHED UNDER THIS HEAD. <box>12 127 209 179</box>
paragraph: James Jones showed masterful skill as a manager of concerts in giving the most successful concert ever given at the church last Friday night, with the aid of some active workers. He brought together one of the finest and largest audiences that has been seen in the South Side church for many days and the Southern Nightingales gave one of the most delightful treats to a crowded house. Door receipts was about $25. Mrs. Bessie Robinson Shephardson and Mrs. Barbour excelled in selling tickets. <box>448 710 651 879</box>
paragraph: Dr. and Mrs. R. H. Morris made a flying trip to Washington and Canonsburg last week. <box>9 1708 212 1750</box>
newspaper-page <box>3 40 1593 2311</box>
article-title: JEANNETTE <box>1324 930 1588 963</box>
article-body <box>448 40 651 143</box>
article-title: St. Paul A.M.E. Church <box>482 644 616 693</box>
column-6 <box>1099 40 1313 2174</box>
notice-text: Avery Mission A. M. E. Zion church, corner Avery and Nelson streets, North Side—Sunday services, 11 a. m. and 8 p. m.; class meeting, 1 p. m.; Sunday school, 2:30 p. m.; Christian Endeavor, 7 p. m.; Sunday school teachers meeting every Monday at 7 p. m.; prayer meeting, Wednesday, 8 p. m.; Literary, Thursday, 8 p. m. Rev. A. Wakefield, pastor, residence 25 East Jefferson street, North Side. <box>1324 477 1588 590</box>
article-body <box>229 2083 432 2212</box>
issue-date: SATURDAY, MARCH 30, 1912. <box>1400 9 1591 23</box>
notice-heading: WARREN M. E. CHURCH <box>1140 1416 1273 1430</box>
paragraph: The Benevolent Board, Mrs. Eliza Green, president, will give a chicken and waffle supper on Tuesday evening, April 2, at the residence of Mrs. Eliza Jones, 67 Arthur street. <box>9 688 212 758</box>
paragraph: This sermon is written for some of the good people of Baltimore—people who always read the sermon in the Sun. <box>667 163 870 206</box>
paragraph: Some of the new organizations in the church — the Junior Endeavor society, with Miss Grace Jones as superintendent, Mrs. Jennie Dobbins has this department in charge. <box>9 1270 212 1341</box>
article-body <box>448 1415 651 1654</box>
notice-text: Preaching at 11 a. m. and 8 p. m.; Sabbath school at 2 p. m.; B. Y. P. U. at 6:30. All are welcome. Rev. J. R. Saunders, pastor. <box>1324 216 1588 257</box>
notice-heading: HOMEWOOD A. M. E. ZION CHURCH, TIOGA AND DUMFERLINE STREETS. <box>1105 1719 1308 1747</box>
paragraph: "What are you the major of?" asked Mr. Doughton. "Major of militia or what? Where did you get a military title anyhow?" <box>886 1838 1089 1880</box>
notice-text: Preaching every Sunday, 11 a. m. and 7:30 p. m.; Sunday school, 2:30 p. m.; Allen Endeavor league, 6:30 p. m.; prayer meeting, Wednesday, 8 p. m. Rev. T. Taggart, pastor. Mt. Sion Baptist—Sunday services, 11 a. m. and 7:30 p. m.; Sunday school, 2 p. m.; communion second Sunday in each month; B. Y. P. U. 6:30 p. m.; prayer meeting, Wednesday, 8 p. m. Rev. R. D. Epps, pastor. Highland Baptist church—Sunday service, 11 a. m. and 7:30 p. m.; communion fourth Sunday in each month; Sunday school, 2 p. m.; B. Y. P. U., 6:30 p. m.; prayer meeting Wednesday, 7:30 p. m. Rev. C. J. Wells, pastor. Rocky Mt. Baptist church—Sunday services, 11 a. m. and 7 p. m.; Sunday school, 2 p. m.; B. Y. P. U., 6 p. m.; prayer meeting Wednesday, 8 p. m.; Wednesday night; communion every third Sunday in month. Rev. J. H. Brown, pastor. <box>1105 799 1308 1080</box>
article-body <box>886 40 1089 1505</box>
article-subtitle: Wilkinsburg, Pa. <box>508 201 591 215</box>
paragraph: The peril of mere conventional respectability—have you ever thought of it? As I write I call to mind that scene in the house of Simon the Pharisee. Simon had invited Jesus to be guest at a semi-public dinner in his house, with the rather ungracious purpose of closely observing all the Master's actions. In the midst of the feast a woman of the city entered the room. She was a sinful woman, but oh! so sick of her sin. She had struggled to do better, perhaps, but her task had been difficult, and she had received no help from a hard and pitiless world. Then she had seen and heard Jesus, and he had opened for her a door of hope. Again and again she had listened, with throbbing pulse and quick-beating heart. It meant for her pardon, peace, strength, life. In the joy of this new life she sought her Deliverer, and careless of the crowd, with no self-consciousness, anxious only to show her gratitude, she broke the box of ointment, anointed His feet, washed them with her tears and wiped them with her hair. <box>886 296 1089 635</box>
paragraph: The Ladies' Bible class is still receiving congratulations on their excellent musicale rendered on Monday evening, March 25, with Mrs. R. H. Morris as teacher. <box>9 1752 212 1809</box>
paragraph: An unpleasant superstition declared <box>675 2029 837 2042</box>
notice-heading: GOOD HOPE BAPTIST CHURCH SERVICES <box>1120 2085 1293 2113</box>
notice-heading: GREENSBURG, PA. <box>1405 835 1507 849</box>
divider <box>35 184 186 185</box>
paragraph: Sunday was Willing Workers' day at the church. Sister Spencer was with us and gave a beautiful discourse in the evening, speaking from Acts i, 6. Sunday school was well attended and at 2:30 o'clock our pastor, Rev. J. M. Davis, with a large part of his congregation attended the Bethel Baptist church, where Rev. Davis preached for the Missionary circle of that church. <box>448 1267 651 1393</box>
article-body <box>1324 983 1588 1194</box>
paragraph: that whosoever should walk under a ladder would not be married that year. <box>886 1982 1089 2009</box>
article-title: Euclid Avenue A.M.E. Church <box>233 490 428 539</box>
sermon-title: THE PERILS OF RESPECTABILITY <box>675 52 868 103</box>
divider <box>912 1510 1063 1511</box>
sermon-subtitle: A Sermon <box>718 100 819 127</box>
paragraph: Quarterly meeting April, next like the 21st. <box>456 1214 651 1228</box>
paragraph: The benefit and ticket selling contest between Rev. P. A. Scott and Rev. W. L. Lee will take place at the Bethel church, corner Elm street and Wylie avenue, on Tuesday evening, April 16. A chorus of fifty voices will sing several selections. Director, Jesse Harris; pianist, Mrs. A. L. Anderson. <box>9 760 212 858</box>
notice-heading: MONONGAHELA, PA. <box>1398 596 1514 610</box>
notice-heading: UNIONTOWN, PA. <box>1158 1825 1255 1839</box>
section-title-among-the-churches: AMONG THE CHURCHES <box>9 45 212 123</box>
paragraph: Speaker Champ Clark has revived the old custom of conferring titles on all members of congress, says the New York World. Every man he summons to the chair to preside over the committee of the whole is distinguished as the "gentleman from Kentucky, Colonel Blank." <box>886 1579 1089 1677</box>
article-subtitle: South Side. <box>522 695 577 709</box>
